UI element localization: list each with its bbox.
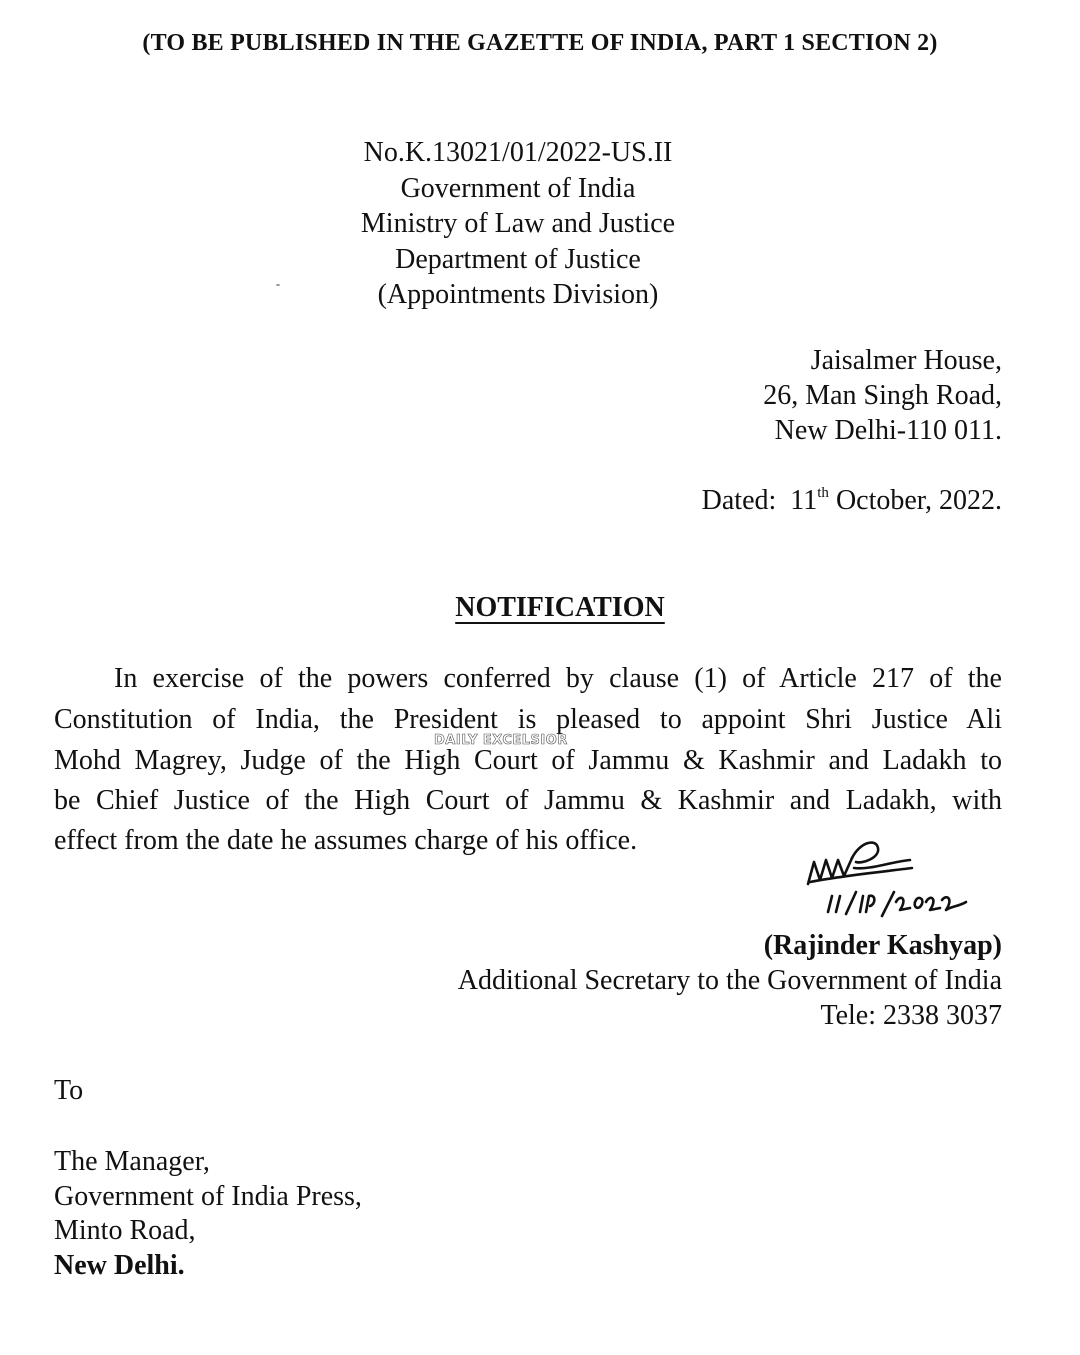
body-line-2: Constitution of India, the President is pleased to appoint Shri Justice Ali [54, 704, 1002, 735]
signature-block [458, 928, 1002, 1033]
gazette-heading: (TO BE PUBLISHED IN THE GAZETTE OF INDIA, PART 1 SECTION 2) [142, 30, 938, 56]
address-line-2: 26, Man Singh Road, [763, 380, 1002, 411]
office-address [763, 343, 1002, 448]
ministry-name: Ministry of Law and Justice [360, 208, 676, 239]
handwritten-signature [800, 832, 980, 924]
department-name: Department of Justice [395, 243, 641, 275]
signatory-name: (Rajinder Kashyap) [763, 930, 1002, 961]
document-header [318, 135, 718, 313]
to-label: To [54, 1075, 84, 1106]
scan-speck [276, 284, 280, 286]
date-label: Dated: [701, 485, 777, 516]
notification-title: NOTIFICATION [455, 592, 665, 623]
recipient-line-3: Minto Road, [54, 1215, 196, 1246]
address-line-3: New Delhi-110 011. [774, 415, 1002, 446]
division-name: (Appointments Division) [377, 279, 659, 310]
reference-number: No.K.13021/01/2022-US.II [363, 137, 673, 168]
date-suffix: th [817, 485, 829, 501]
signatory-telephone: Tele: 2338 3037 [820, 1000, 1002, 1031]
body-line-1: In exercise of the powers conferred by clause (1) of Article 217 of the [114, 663, 1002, 694]
body-line-3: Mohd Magrey, Judge of the High Court of Jammu & Kashmir and Ladakh to [54, 745, 1002, 776]
body-line-5: effect from the date he assumes charge of his office. [54, 825, 638, 856]
government-name: Government of India [400, 172, 636, 204]
recipient-address [54, 1145, 362, 1283]
recipient-line-4: New Delhi. [54, 1249, 185, 1281]
document-date [702, 485, 1002, 517]
address-line-1: Jaisalmer House, [810, 345, 1002, 376]
watermark-text: DAILY EXCELSIOR [434, 733, 568, 748]
recipient-line-2: Government of India Press, [54, 1180, 362, 1212]
recipient-line-1: The Manager, [54, 1146, 210, 1177]
signatory-designation: Additional Secretary to the Government of India [457, 965, 1002, 996]
date-day: 11 [790, 485, 818, 516]
date-rest: October, 2022. [835, 485, 1002, 516]
body-line-4: be Chief Justice of the High Court of Jammu & Kashmir and Ladakh, with [54, 785, 1002, 816]
